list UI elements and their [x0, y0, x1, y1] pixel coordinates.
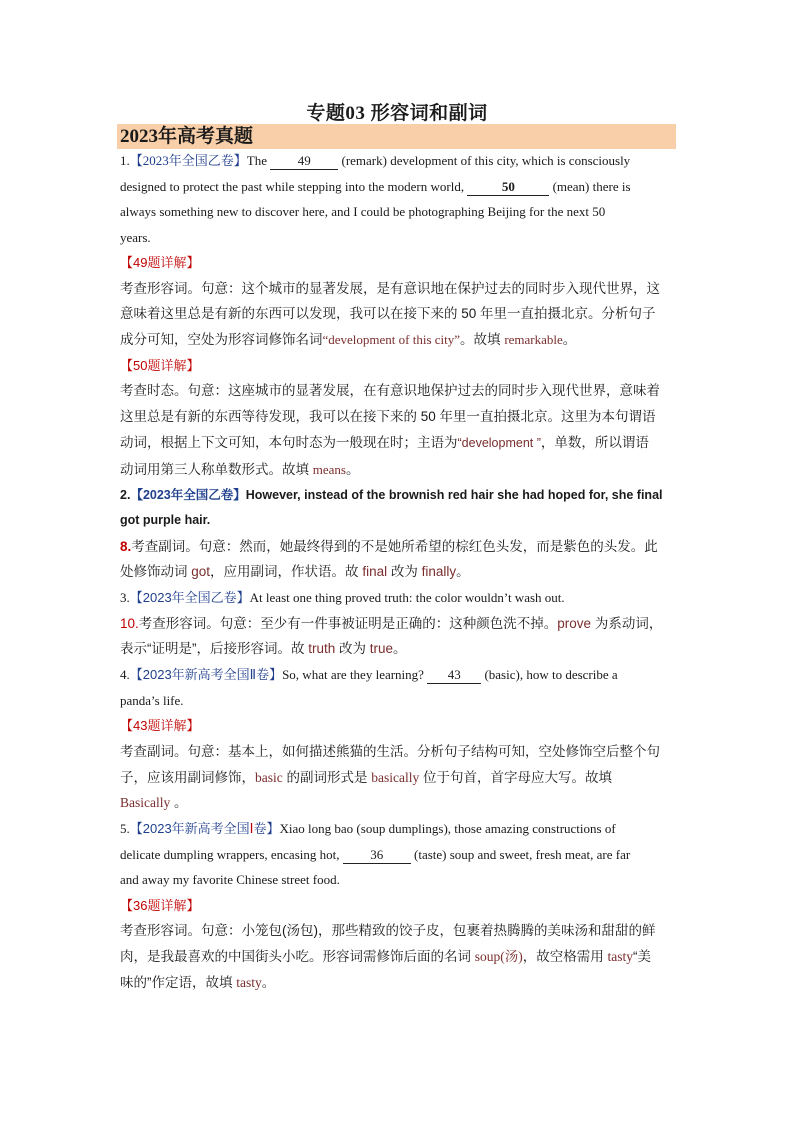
page-title: 专题03 形容词和副词 — [306, 103, 488, 124]
explanation-49-heading: 【49题详解】 — [120, 255, 200, 270]
blank-49: 49 — [270, 153, 338, 170]
question-1-source-tag: 【2023年全国乙卷】 — [129, 153, 247, 168]
explanation-36: 考查形容词。句意：小笼包(汤包)，那些精致的饺子皮，包裹着热腾腾的美味汤和甜甜的鲜 肉，是我最喜欢的中国街头小吃。形容词需修饰后面的名词 soup(汤)，故空格需用 tasty“美 味的”作定语，故填 tasty。 — [120, 923, 656, 990]
section-banner — [117, 124, 676, 149]
question-5: 5.【2023年新高考全国Ⅰ卷】Xiao long bao (soup dumplings), those amazing constructions of delicate dumpling wrappers, encasing hot, 36 (taste) soup and sweet, fresh meat, are far and away my favorite Chinese street food. — [120, 821, 631, 888]
question-1 — [120, 148, 676, 250]
question-4-source-tag: 【2023年新高考全国Ⅱ卷】 — [129, 667, 283, 683]
question-3-source-tag: 【2023年全国乙卷】 — [129, 590, 250, 606]
question-1-line-3: always something new to discover here, and I could be photographing Beijing for the next 50 — [120, 204, 606, 219]
question-1-line-4: years. — [120, 229, 151, 245]
answer-3: 10.考查形容词。句意：至少有一件事被证明是正确的：这种颜色洗不掉。prove 为系动词， 表示“证明是”，后接形容词。故 truth 改为 true。 — [120, 615, 663, 657]
blank-50: 50 — [467, 179, 549, 196]
question-4: 4.【2023年新高考全国Ⅱ卷】So, what are they learning? 43 (basic), how to describe a panda’s life. — [120, 667, 618, 708]
question-2: 2.【2023年全国乙卷】However, instead of the brownish red hair she had hoped for, she final got purple hair. — [120, 487, 663, 528]
explanation-50-heading: 【50题详解】 — [120, 357, 200, 373]
explanation-43: 考查副词。句意：基本上，如何描述熊猫的生活。分析句子结构可知，空处修饰空后整个句 子，应该用副词修饰，basic 的副词形式是 basically 位于句首，首字母应大写。故填 Basically 。 — [120, 743, 660, 811]
explanation-49: 考查形容词。句意：这个城市的显著发展，是有意识地在保护过去的同时步入现代世界，这 意味着这里总是有新的东西可以发现，我可以在接下来的 50 年里一直拍摄北京。分析句子 成分可知，空处为形容词修饰名词“development of this city”。故填 remarkable。 — [120, 280, 660, 348]
answer-2: 8.考查副词。句意：然而，她最终得到的不是她所希望的棕红色头发，而是紫色的头发。此 处修饰动词 got，应用副词，作状语。故 final 改为 finally。 — [120, 538, 658, 580]
explanation-50: 考查时态。句意：这座城市的显著发展，在有意识地保护过去的同时步入现代世界，意味着 这里总是有新的东西等待发现，我可以在接下来的 50 年里一直拍摄北京。这里为本句谓语 动词，根据上下文可知，本句时态为一般现在时；主语为“development ”，单数，所以谓语 动词用第三人称单数形式。故填 means。 — [120, 383, 660, 477]
question-2-source-tag: 【2023年全国乙卷】 — [130, 487, 246, 502]
blank-43: 43 — [427, 667, 481, 684]
blank-36: 36 — [343, 847, 411, 864]
explanation-43-heading: 【43题详解】 — [120, 718, 200, 734]
question-1-line-1: 1.【2023年全国乙卷】The 49 (remark) development of this city, which is consciously — [120, 153, 631, 168]
question-5-source-tag: 【2023年新高考全国Ⅰ卷】 — [129, 821, 280, 837]
question-1-line-2: designed to protect the past while stepping into the modern world, 50 (mean) there is — [120, 178, 631, 194]
explanation-36-heading: 【36题详解】 — [120, 897, 200, 913]
question-3: 3.【2023年全国乙卷】At least one thing proved truth: the color wouldn’t wash out. — [120, 590, 565, 606]
section-title: 2023年高考真题 — [120, 126, 254, 147]
document-content — [120, 148, 676, 996]
